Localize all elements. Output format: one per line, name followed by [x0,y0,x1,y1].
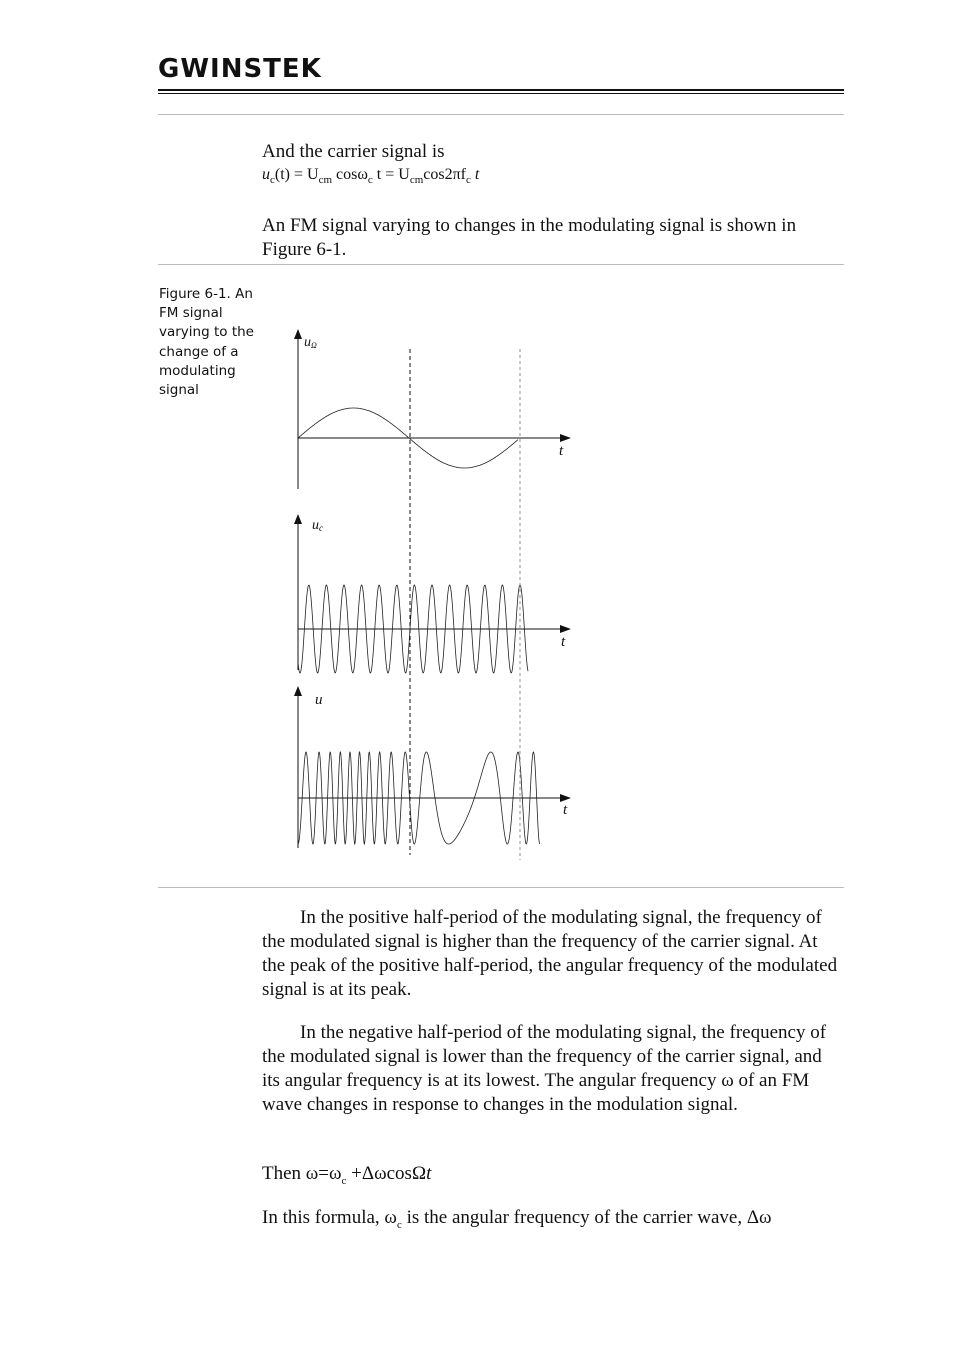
panel3-xlabel: t [563,802,568,818]
panel3-ylabel: u [315,692,323,708]
panel2-x-arrow [560,625,571,633]
panel1-x-arrow [560,434,571,442]
panel2-ylabel: uc [312,518,323,533]
figure-caption: Figure 6-1. An FM signal varying to the change of a modulating signal [159,286,254,399]
panel3-x-arrow [560,794,571,802]
fm-intro-text: An FM signal varying to changes in the modulating signal is shown in Figure 6-1. [262,215,797,260]
panel3-y-arrow [294,686,302,696]
panel1-ylabel: uΩ [304,335,317,350]
formula-explanation: In this formula, $\omega_c$ is the angular frequency of the carrier wave, Δω [262,1207,772,1231]
carrier-intro-text: And the carrier signal is [262,141,445,162]
omega-formula: Then $\omega=\omega_c +\Delta\omega\cos\Omega t$ [262,1163,432,1187]
panel1-y-arrow [294,329,302,339]
negative-half-period-paragraph: In the negative half-period of the modulating signal, the frequency of the modulated signal is lower than the frequency of the carrier signal, and its angular frequency is at its lowest. The angular frequency ω of an FM wave changes in response to changes in the modulation signal. [262,1022,827,1115]
positive-half-period-paragraph: In the positive half-period of the modulating signal, the frequency of the modulated signal is higher than the frequency of the carrier signal. At the peak of the positive half-period, the angular frequency of the modulated signal is at its peak. [262,907,838,1000]
panel2-xlabel: t [561,634,566,650]
panel2-y-arrow [294,514,302,524]
brand-logo: GWINSTEK [158,54,322,84]
figure-bottom-divider [158,887,844,888]
panel1-xlabel: t [559,443,564,459]
carrier-formula: $u_c(t) = U_{cm}$ cosω$_c$ $t = U_{cm}\cos 2\pi f_c$ t [262,166,480,187]
